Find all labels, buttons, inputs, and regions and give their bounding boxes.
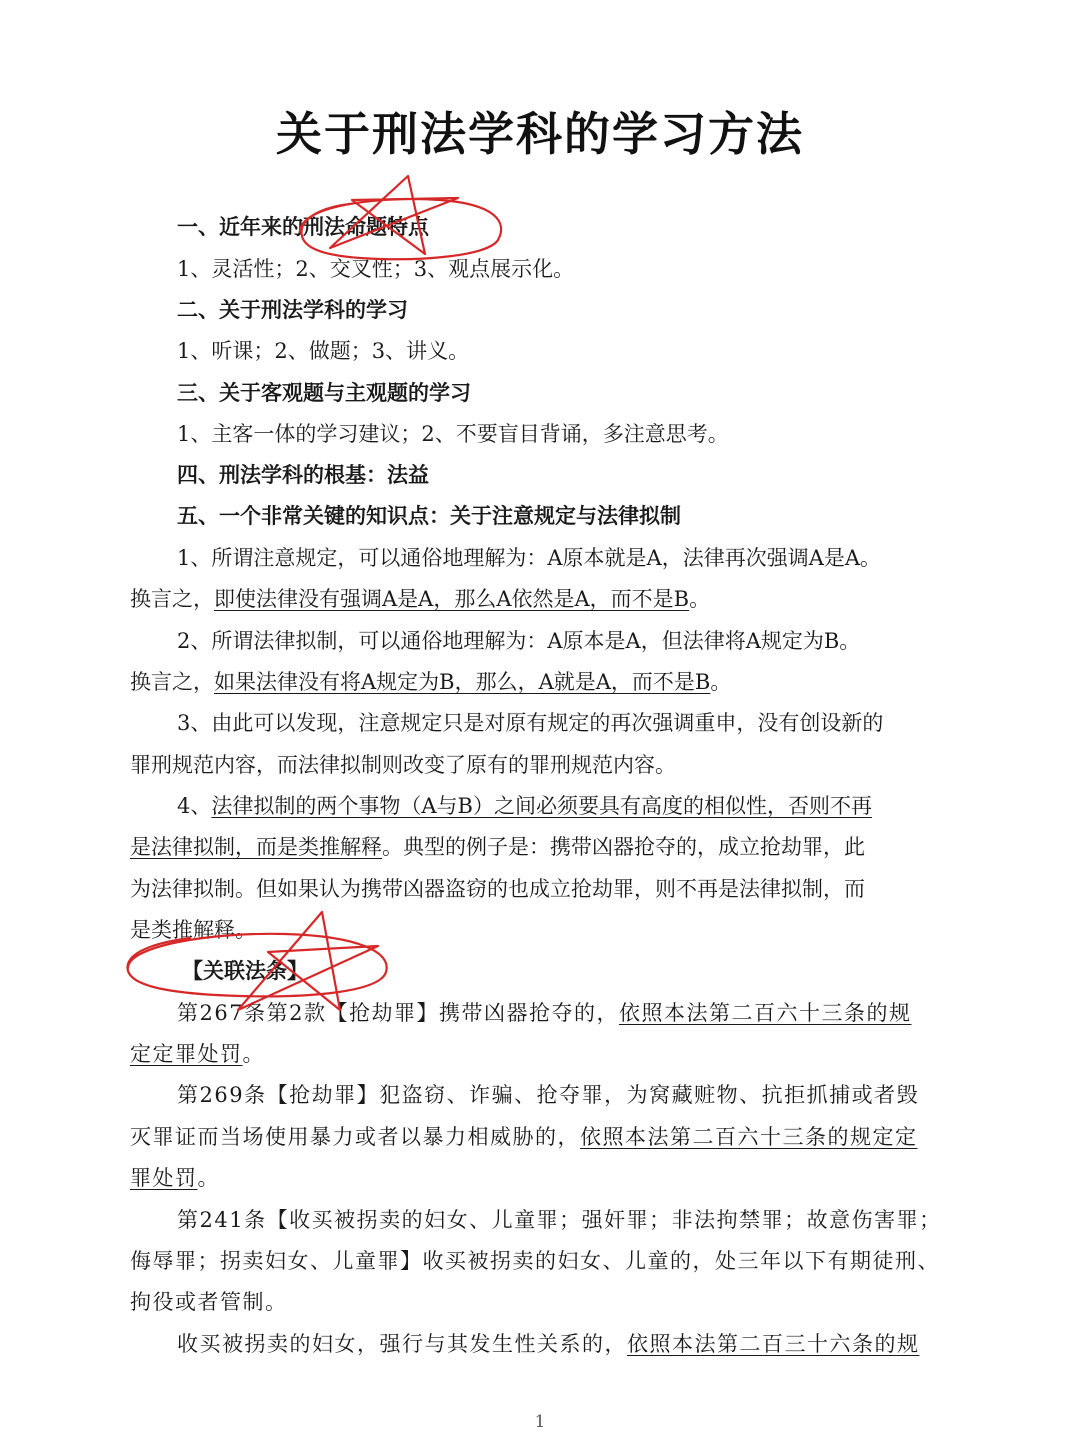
article-241-line-3: 拘役或者管制。 xyxy=(130,1290,288,1314)
section-body-2: 1、听课；2、做题；3、讲义。 xyxy=(177,339,470,363)
paragraph-2-line-1: 2、所谓法律拟制，可以通俗地理解为：A原本是A，但法律将A规定为B。 xyxy=(177,629,861,653)
paragraph-4-line-4: 是类推解释。 xyxy=(130,918,256,942)
section-body-1: 1、灵活性；2、交叉性；3、观点展示化。 xyxy=(177,257,575,281)
underlined-phrase: 罪处罚 xyxy=(130,1166,198,1190)
article-269-line-2: 灭罪证而当场使用暴力或者以暴力相威胁的，依照本法第二百六十三条的规定定 xyxy=(130,1125,918,1149)
underlined-phrase: 依照本法第二百三十六条的规 xyxy=(627,1332,920,1356)
paragraph-4-line-1: 4、法律拟制的两个事物（A与B）之间必须要具有高度的相似性，否则不再 xyxy=(177,794,872,818)
underlined-phrase: 是法律拟制，而是类推解释 xyxy=(130,835,382,859)
underlined-phrase: 定定罪处罚 xyxy=(130,1042,243,1066)
section-heading-4: 四、刑法学科的根基：法益 xyxy=(177,463,429,487)
article-241-para-2-line-1: 收买被拐卖的妇女，强行与其发生性关系的，依照本法第二百三十六条的规 xyxy=(177,1332,920,1356)
article-267-line-1: 第267条第2款【抢劫罪】携带凶器抢夺的，依照本法第二百六十三条的规 xyxy=(177,1001,912,1025)
article-241-line-2: 侮辱罪；拐卖妇女、儿童罪】收买被拐卖的妇女、儿童的，处三年以下有期徒刑、 xyxy=(130,1249,940,1273)
paragraph-4-line-3: 为法律拟制。但如果认为携带凶器盗窃的也成立抢劫罪，则不再是法律拟制，而 xyxy=(130,877,865,901)
article-269-line-1: 第269条【抢劫罪】犯盗窃、诈骗、抢夺罪，为窝藏赃物、抗拒抓捕或者毁 xyxy=(177,1083,920,1107)
paragraph-2-line-2: 换言之，如果法律没有将A规定为B，那么，A就是A，而不是B。 xyxy=(130,670,732,694)
paragraph-4-line-2: 是法律拟制，而是类推解释。典型的例子是：携带凶器抢夺的，成立抢劫罪，此 xyxy=(130,835,865,859)
paragraph-3-line-1: 3、由此可以发现，注意规定只是对原有规定的再次强调重申，没有创设新的 xyxy=(177,711,884,735)
section-body-3: 1、主客一体的学习建议；2、不要盲目背诵，多注意思考。 xyxy=(177,422,729,446)
paragraph-1-line-1: 1、所谓注意规定，可以通俗地理解为：A原本就是A，法律再次强调A是A。 xyxy=(177,546,882,570)
underlined-phrase: 如果法律没有将A规定为B，那么，A就是A，而不是B xyxy=(214,670,711,694)
related-articles-heading: 【关联法条】 xyxy=(182,959,308,983)
document-title: 关于刑法学科的学习方法 xyxy=(276,107,804,161)
underlined-phrase: 依照本法第二百六十三条的规 xyxy=(618,1001,912,1025)
article-267-line-2: 定定罪处罚。 xyxy=(130,1042,265,1066)
underlined-phrase: 法律拟制的两个事物（A与B）之间必须要具有高度的相似性，否则不再 xyxy=(211,794,872,818)
paragraph-3-line-2: 罪刑规范内容，而法律拟制则改变了原有的罪刑规范内容。 xyxy=(130,753,676,777)
paragraph-1-line-2: 换言之，即使法律没有强调A是A，那么A依然是A，而不是B。 xyxy=(130,587,711,611)
article-241-line-1: 第241条【收买被拐卖的妇女、儿童罪；强奸罪；非法拘禁罪；故意伤害罪； xyxy=(177,1208,942,1232)
article-269-line-3: 罪处罚。 xyxy=(130,1166,220,1190)
section-heading-3: 三、关于客观题与主观题的学习 xyxy=(177,381,471,405)
section-heading-2: 二、关于刑法学科的学习 xyxy=(177,298,408,322)
underlined-phrase: 即使法律没有强调A是A，那么A依然是A，而不是B xyxy=(214,587,690,611)
section-heading-1: 一、近年来的刑法命题特点 xyxy=(177,215,429,239)
section-heading-5: 五、一个非常关键的知识点：关于注意规定与法律拟制 xyxy=(177,504,681,528)
underlined-phrase: 依照本法第二百六十三条的规定定 xyxy=(580,1125,918,1149)
page-number: 1 xyxy=(534,1412,546,1432)
